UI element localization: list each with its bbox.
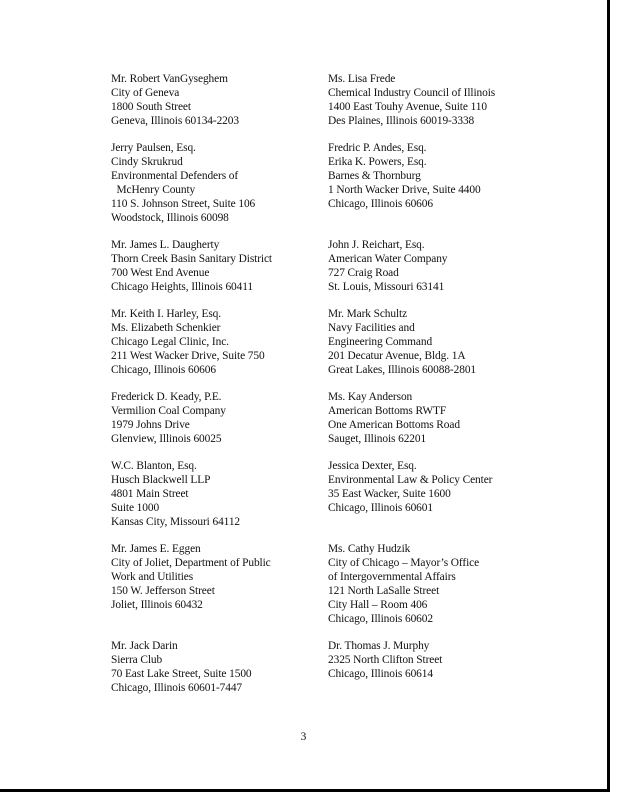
address-line: Husch Blackwell LLP (111, 473, 211, 486)
address-line: Chicago, Illinois 60614 (328, 667, 433, 680)
address-line: 70 East Lake Street, Suite 1500 (111, 667, 252, 680)
address-line: Joliet, Illinois 60432 (111, 598, 203, 611)
address-line: Vermilion Coal Company (111, 404, 226, 417)
address-line: Mr. James E. Eggen (111, 543, 201, 555)
address-line: 1800 South Street (111, 100, 191, 113)
address-line: Ms. Lisa Frede (328, 73, 396, 85)
address-line: 121 North LaSalle Street (328, 584, 440, 597)
address-line: McHenry County (111, 183, 196, 196)
address-line: Mr. Robert VanGyseghem (111, 73, 228, 85)
address-line: Ms. Elizabeth Schenkier (111, 321, 221, 334)
address-line: Glenview, Illinois 60025 (111, 432, 222, 445)
address-block (328, 73, 495, 129)
page-number: 3 (300, 731, 307, 743)
address-line: Ms. Cathy Hudzik (328, 543, 411, 555)
address-line: One American Bottoms Road (328, 418, 460, 431)
address-line: 727 Craig Road (328, 266, 399, 279)
address-line: Engineering Command (328, 335, 433, 348)
address-line: Jerry Paulsen, Esq. (111, 142, 196, 154)
address-line: City of Geneva (111, 86, 180, 99)
address-line: Jessica Dexter, Esq. (328, 460, 417, 472)
address-line: Chicago, Illinois 60602 (328, 612, 433, 625)
address-block (328, 239, 447, 295)
address-line: Chicago, Illinois 60601 (328, 501, 433, 514)
address-line: City Hall – Room 406 (328, 598, 428, 611)
address-line: Erika K. Powers, Esq. (328, 155, 427, 168)
address-line: American Water Company (328, 252, 448, 265)
address-line: St. Louis, Missouri 63141 (328, 280, 445, 293)
address-line: Kansas City, Missouri 64112 (111, 515, 241, 528)
address-line: Thorn Creek Basin Sanitary District (111, 252, 272, 265)
address-line: W.C. Blanton, Esq. (111, 460, 197, 472)
address-line: 1400 East Touhy Avenue, Suite 110 (328, 100, 487, 113)
address-line: Chicago, Illinois 60606 (328, 197, 433, 210)
address-line: Sierra Club (111, 653, 163, 666)
address-line: Mr. Jack Darin (111, 640, 178, 652)
address-line: Great Lakes, Illinois 60088-2801 (328, 363, 477, 376)
address-line: Fredric P. Andes, Esq. (328, 142, 427, 154)
address-line: Mr. Keith I. Harley, Esq. (111, 308, 222, 320)
address-line: Geneva, Illinois 60134-2203 (111, 114, 239, 127)
address-line: John J. Reichart, Esq. (328, 239, 425, 251)
address-line: Mr. Mark Schultz (328, 308, 408, 320)
address-line: Woodstock, Illinois 60098 (111, 211, 229, 224)
address-line: 110 S. Johnson Street, Suite 106 (111, 197, 256, 210)
address-line: 4801 Main Street (111, 487, 189, 500)
address-line: Work and Utilities (111, 570, 194, 583)
address-line: Navy Facilities and (328, 321, 415, 334)
address-line: Environmental Defenders of (111, 169, 239, 182)
address-line: 1979 Johns Drive (111, 418, 190, 431)
address-line: of Intergovernmental Affairs (328, 570, 456, 583)
address-line: Sauget, Illinois 62201 (328, 432, 427, 445)
address-line: 2325 North Clifton Street (328, 653, 443, 666)
address-line: 700 West End Avenue (111, 266, 210, 279)
address-line: Cindy Skrukrud (111, 155, 183, 168)
address-line: City of Joliet, Department of Public (111, 556, 271, 569)
address-line: Environmental Law & Policy Center (328, 473, 493, 486)
address-block (328, 391, 460, 447)
address-line: Dr. Thomas J. Murphy (328, 640, 430, 652)
address-line: Chicago Legal Clinic, Inc. (111, 335, 229, 348)
address-line: City of Chicago – Mayor’s Office (328, 556, 480, 569)
address-line: American Bottoms RWTF (328, 404, 447, 417)
address-line: Chemical Industry Council of Illinois (328, 86, 496, 99)
address-block (328, 308, 476, 378)
address-line: Ms. Kay Anderson (328, 391, 413, 403)
address-line: Chicago, Illinois 60606 (111, 363, 216, 376)
address-block (328, 640, 442, 682)
address-line: 211 West Wacker Drive, Suite 750 (111, 349, 265, 362)
address-line: 35 East Wacker, Suite 1600 (328, 487, 451, 500)
address-line: Mr. James L. Daugherty (111, 239, 220, 251)
address-block (328, 142, 481, 212)
address-line: 1 North Wacker Drive, Suite 4400 (328, 183, 481, 196)
address-line: Chicago Heights, Illinois 60411 (111, 280, 254, 293)
address-block (328, 543, 479, 626)
address-line: 150 W. Jefferson Street (111, 584, 215, 597)
address-line: Chicago, Illinois 60601-7447 (111, 681, 243, 694)
address-line: Des Plaines, Illinois 60019-3338 (328, 114, 475, 127)
address-line: 201 Decatur Avenue, Bldg. 1A (328, 349, 466, 362)
address-block (328, 460, 492, 516)
address-line: Suite 1000 (111, 501, 160, 514)
address-line: Barnes & Thornburg (328, 169, 421, 182)
address-line: Frederick D. Keady, P.E. (111, 391, 222, 403)
